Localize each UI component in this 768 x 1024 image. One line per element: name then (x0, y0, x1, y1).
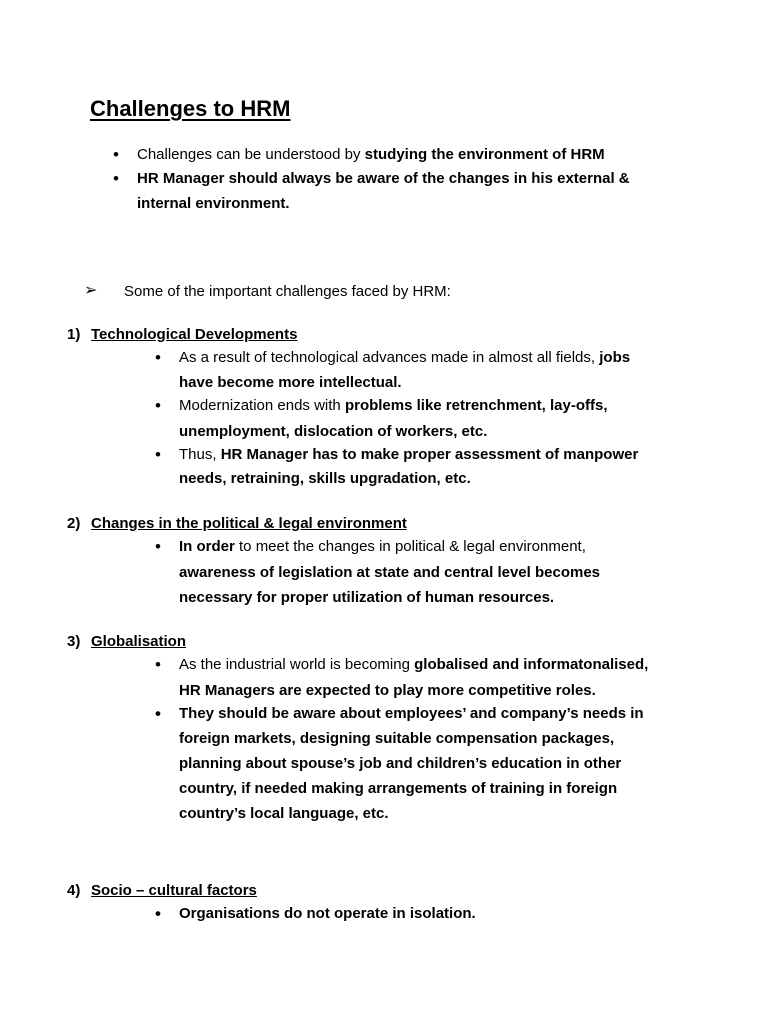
section-title: Changes in the political & legal environment (91, 515, 407, 532)
section-1-bullet-2-cont: unemployment, dislocation of workers, etc. (179, 423, 488, 440)
section-heading-3 (67, 629, 186, 654)
section-heading-1 (67, 322, 297, 347)
section-number: 3) (67, 633, 81, 650)
bullet-text: to meet the changes in political & legal environment, (234, 538, 586, 555)
section-3-bullet-2-cont-3: country, if needed making arrangements of training in foreign (179, 780, 618, 797)
bullet-bold-text: globalised and informatonalised, (414, 656, 649, 673)
bullet-bold-text: studying the environment of HRM (364, 146, 605, 163)
intro-bullet-2-cont: internal environment. (137, 195, 290, 212)
bullet-bold-text: Organisations do not operate in isolation. (179, 905, 476, 922)
arrow-line-text: Some of the important challenges faced by HRM: (124, 283, 451, 300)
arrow-bullet-icon: ➢ (84, 282, 98, 299)
intro-bullet-2 (137, 166, 630, 191)
section-3-bullet-1-cont: HR Managers are expected to play more competitive roles. (179, 682, 596, 699)
section-4-bullet-1 (179, 901, 476, 926)
bullet-bold-text: HR Manager has to make proper assessment of manpower (220, 446, 639, 463)
section-1-bullet-1 (179, 345, 630, 370)
section-number: 2) (67, 515, 81, 532)
section-title: Socio – cultural factors (91, 882, 257, 899)
section-1-bullet-3-cont: needs, retraining, skills upgradation, etc. (179, 470, 471, 487)
section-1-bullet-2 (179, 393, 608, 418)
bullet-bold-text: jobs (599, 349, 631, 366)
section-number: 4) (67, 882, 81, 899)
bullet-bold-text: They should be aware about employees’ and company’s needs in (179, 705, 644, 722)
page-title: Challenges to HRM (90, 96, 291, 121)
section-2-bullet-1 (179, 534, 586, 559)
section-3-bullet-1 (179, 652, 648, 677)
section-1-bullet-1-cont: have become more intellectual. (179, 374, 402, 391)
bullet-bold-text: problems like retrenchment, lay-offs, (344, 397, 608, 414)
section-1-bullet-3 (179, 442, 638, 467)
section-title: Globalisation (91, 633, 187, 650)
section-title: Technological Developments (91, 326, 298, 343)
bullet-bold-text: HR Manager should always be aware of the changes in his external & (137, 170, 630, 187)
section-3-bullet-2 (179, 701, 644, 726)
bullet-text: As the industrial world is becoming (179, 656, 415, 673)
section-2-bullet-1-cont-1: awareness of legislation at state and central level becomes (179, 564, 601, 581)
section-heading-2 (67, 511, 407, 536)
bullet-text: Modernization ends with (179, 397, 345, 414)
section-3-bullet-2-cont-4: country’s local language, etc. (179, 805, 389, 822)
bullet-text: As a result of technological advances made in almost all fields, (179, 349, 600, 366)
section-heading-4 (67, 878, 257, 903)
section-3-bullet-2-cont-2: planning about spouse’s job and children’s education in other (179, 755, 622, 772)
section-number: 1) (67, 326, 81, 343)
intro-bullet-1 (137, 142, 605, 167)
bullet-text: Challenges can be understood by (137, 146, 365, 163)
section-2-bullet-1-cont-2: necessary for proper utilization of human resources. (179, 589, 555, 606)
section-3-bullet-2-cont-1: foreign markets, designing suitable compensation packages, (179, 730, 615, 747)
bullet-bold-text: In order (179, 538, 235, 555)
bullet-text: Thus, (179, 446, 221, 463)
